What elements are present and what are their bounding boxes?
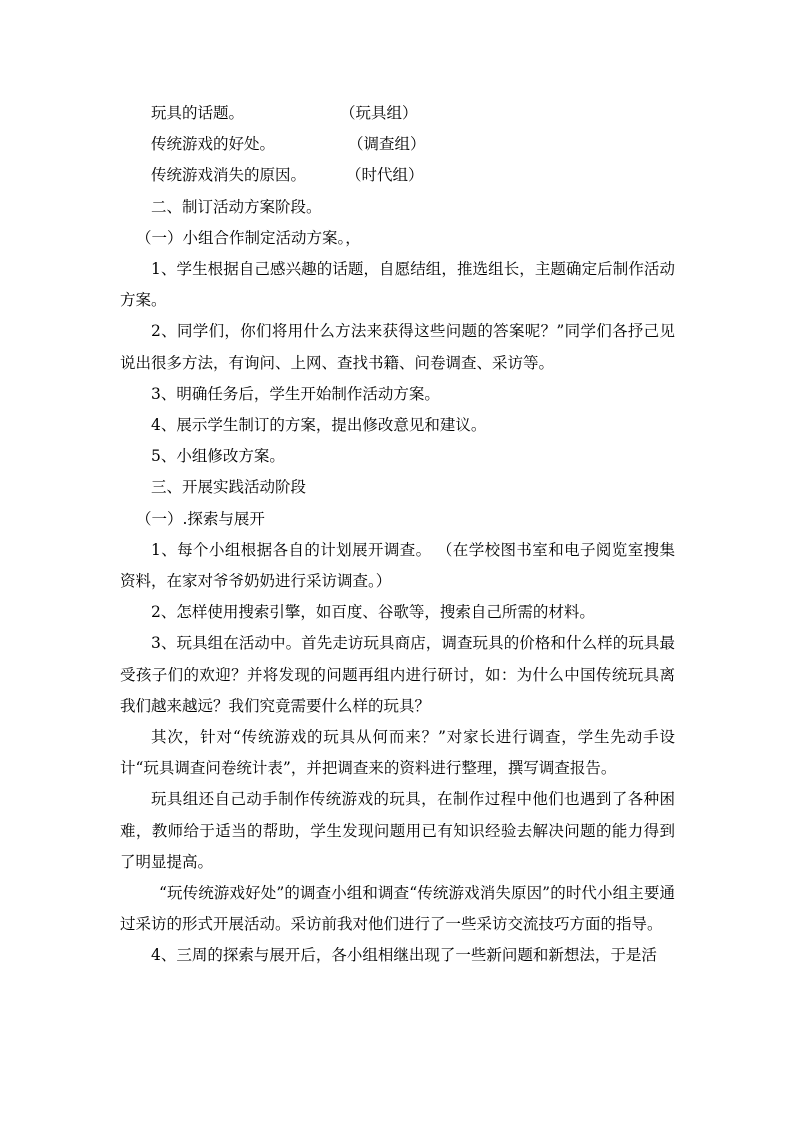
paragraph: 3、明确任务后，学生开始制作活动方案。 <box>151 384 440 403</box>
paragraph: 5、小组修改方案。 <box>151 447 285 466</box>
paragraph: 4、展示学生制订的方案，提出修改意见和建议。 <box>151 415 487 434</box>
paragraph: 玩具组还自己动手制作传统游戏的玩具，在制作过程中他们也遇到了各种困难，教师给于适当的帮助，学生发现问题用已有知识经验去解决问题的能力得到了明显提高。 <box>120 790 675 871</box>
paragraph: “玩传统游戏好处”的调查小组和调查“传统游戏消失原因”的时代小组主要通过采访的形式开展活动。采访前我对他们进行了一些采访交流技巧方面的指导。 <box>120 884 675 934</box>
paragraph: 2、怎样使用搜索引擎，如百度、谷歌等，搜索自己所需的材料。 <box>151 603 595 622</box>
topic-text: 传统游戏消失的原因。 <box>151 166 307 185</box>
topic-text: 玩具的话题。 <box>151 104 245 122</box>
paragraph: 其次，针对“传统游戏的玩具从何而来？”对家长进行调查，学生先动手设计“玩具调查问卷统计表”，并把调查来的资料进行整理，撰写调查报告。 <box>120 728 675 778</box>
topic-line-3 <box>120 160 675 191</box>
subsection-heading: （一）小组合作制定活动方案。， <box>136 228 361 247</box>
subsection-heading: （一）.探索与展开 <box>136 509 265 528</box>
paragraph: 1、学生根据自己感兴趣的话题，自愿结组，推选组长，主题确定后制作活动方案。 <box>120 259 675 310</box>
paragraph: 3、玩具组在活动中。首先走访玩具商店，调查玩具的价格和什么样的玩具最受孩子们的欢迎？并将发现的问题再组内进行研讨，如：为什么中国传统玩具离我们越来越远？我们究竟需要什么样的玩具？ <box>120 634 675 715</box>
paragraph: 4、三周的探索与展开后，各小组相继出现了一些新问题和新想法，于是活 <box>151 946 657 965</box>
topic-text: 传统游戏的好处。 <box>151 135 276 154</box>
topic-group-label: （时代组） <box>346 166 424 185</box>
topic-line-2 <box>120 129 675 160</box>
document-body <box>120 98 675 972</box>
paragraph: 2、同学们，你们将用什么方法来获得这些问题的答案呢？”同学们各抒己见说出很多方法，有询问、上网、查找书籍、问卷调查、采访等。 <box>120 322 675 372</box>
section-heading: 三、开展实践活动阶段 <box>151 478 307 497</box>
topic-group-label: （玩具组） <box>340 104 418 122</box>
section-heading: 二、制订活动方案阶段。 <box>151 197 322 216</box>
topic-group-label: （调查组） <box>348 135 426 154</box>
paragraph: 1、每个小组根据各自的计划展开调查。 （在学校图书室和电子阅览室搜集资料，在家对爷爷奶奶进行采访调查。） <box>120 540 675 590</box>
topic-line-1 <box>120 98 675 129</box>
